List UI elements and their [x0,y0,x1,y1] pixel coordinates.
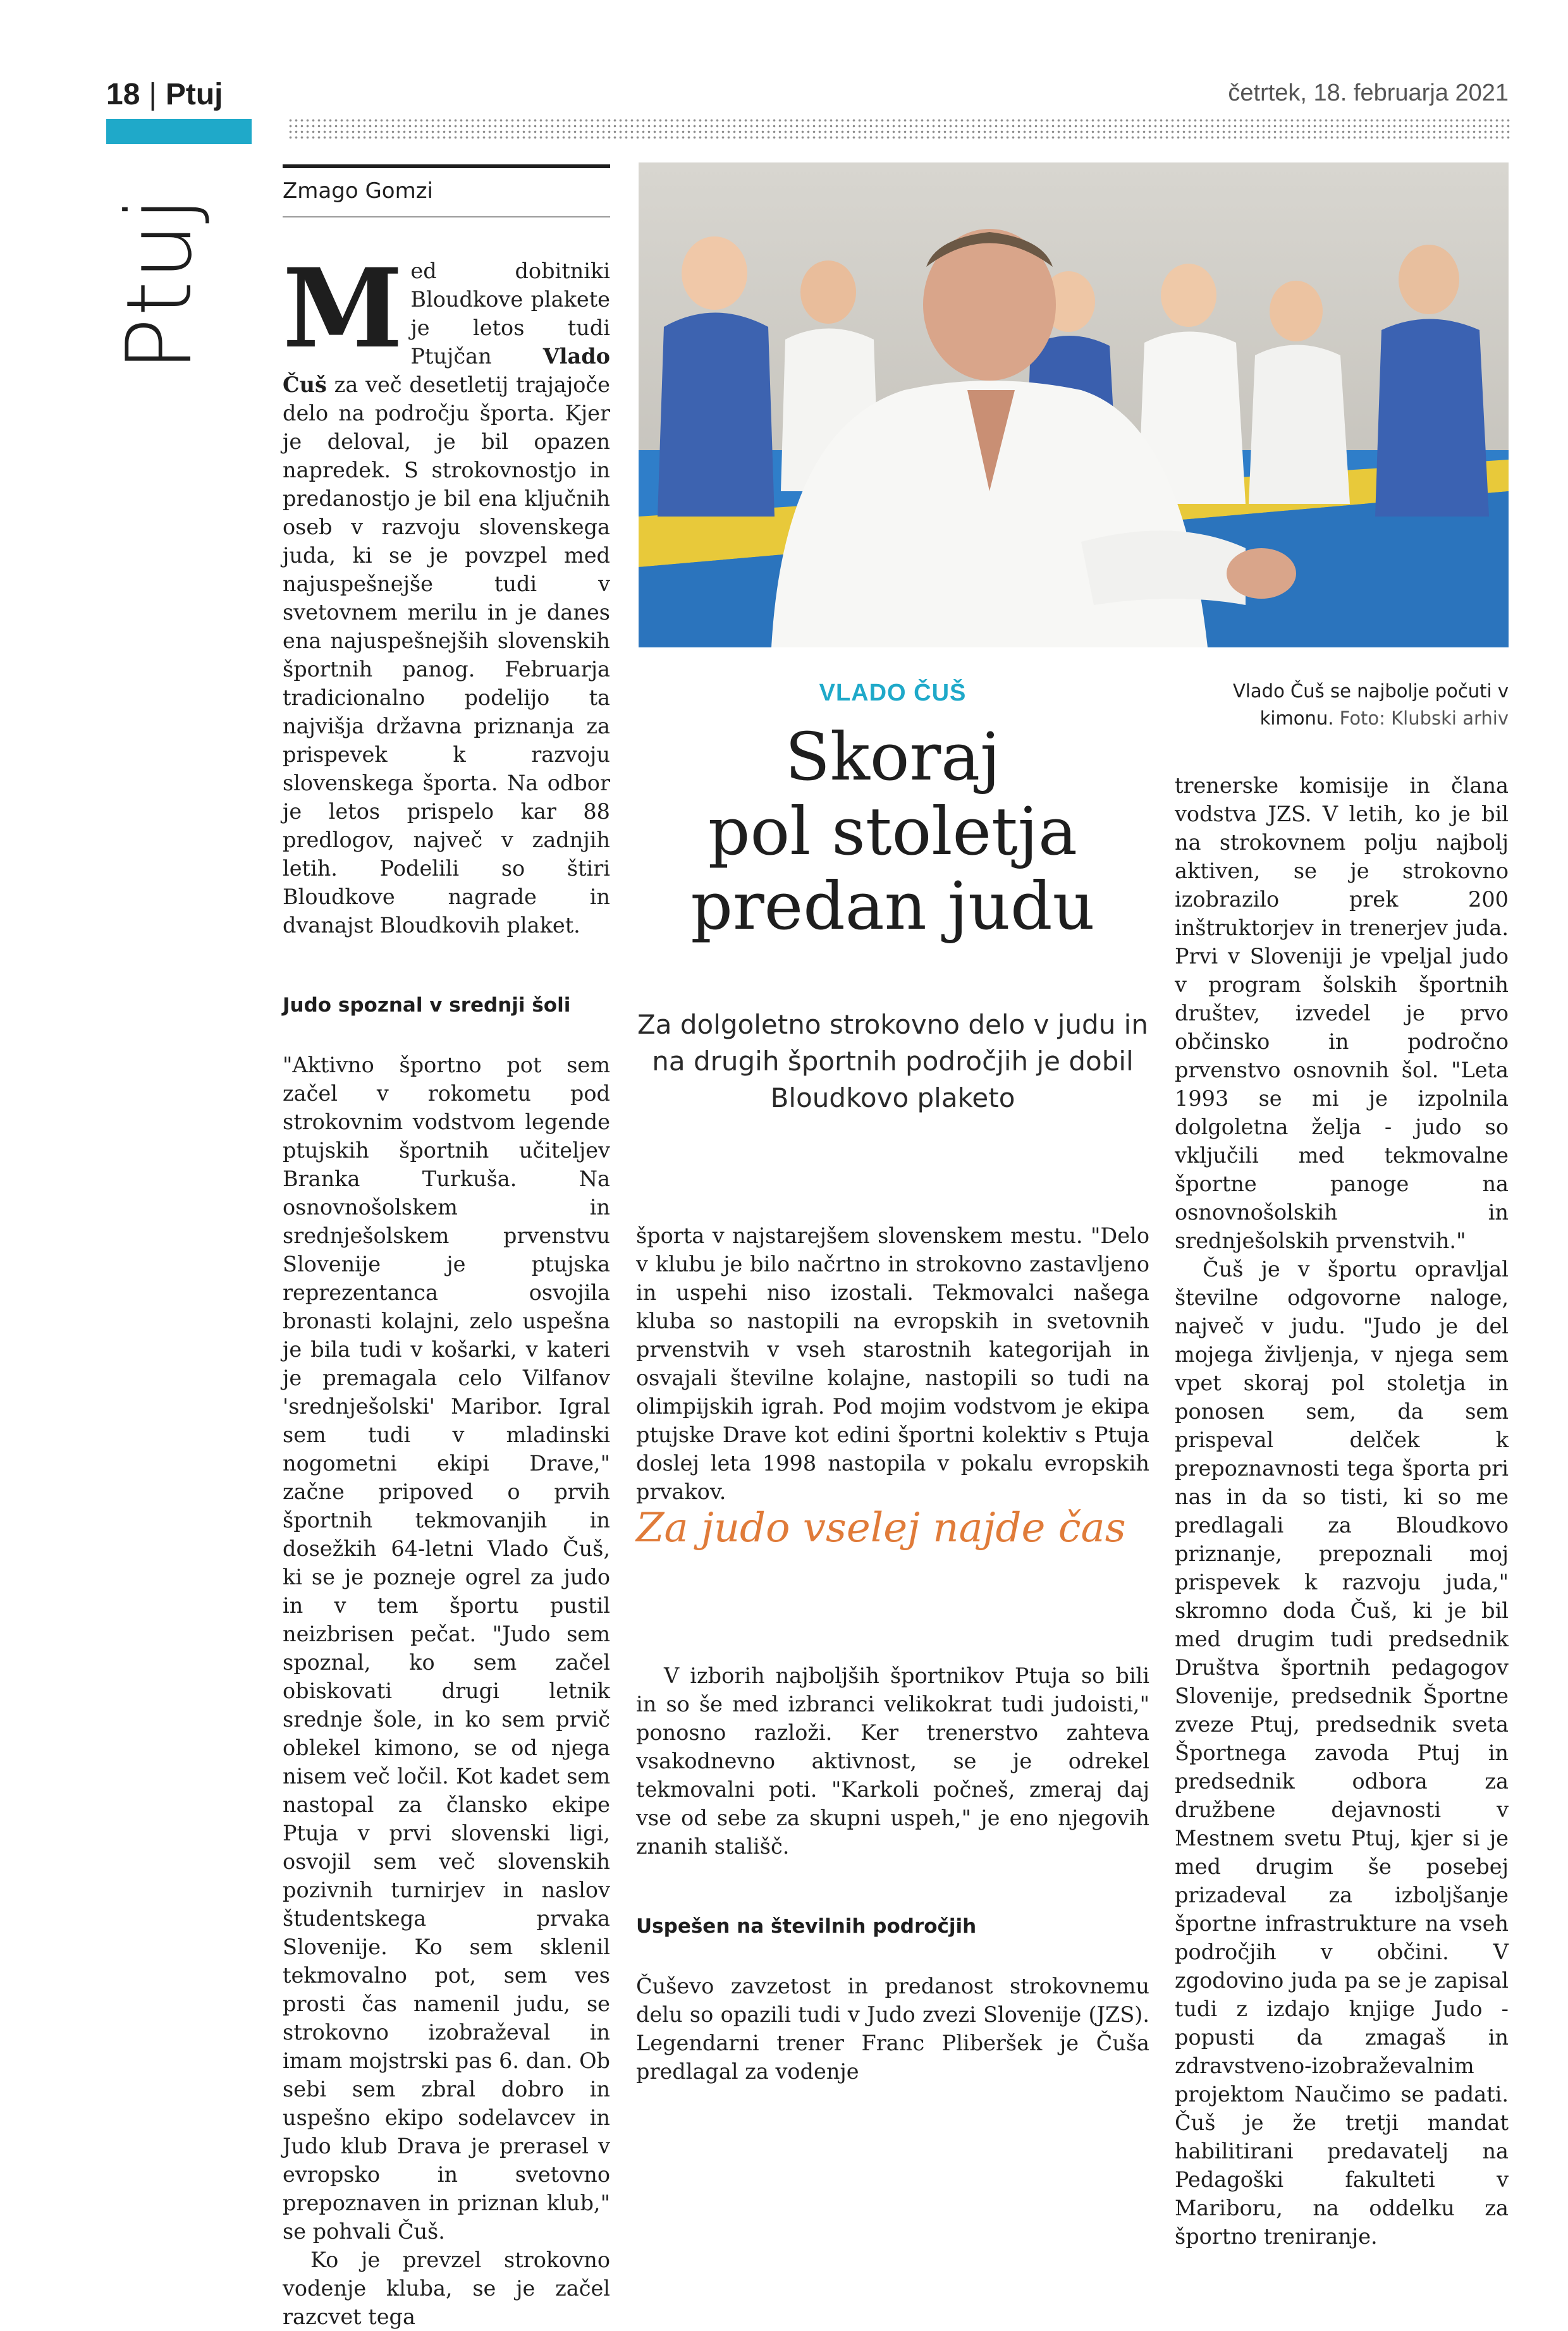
photo-credit: Foto: Klubski arhiv [1339,707,1509,729]
page-number: 18 [106,78,140,111]
body-paragraph: Ko je prevzel strokovno vodenje kluba, se je začel razcvet tega [283,2248,610,2329]
intro-paragraph [283,244,610,939]
author-underline [283,216,610,217]
page-header [106,77,223,112]
intro-name: Vlado Čuš [283,344,610,397]
body-paragraph: V izborih najboljših športnikov Ptuja so bili in so še med izbranci velikokrat tudi judoisti," ponosno razloži. Ker trenerstvo zahteva vsakodnevno aktivnost, se je odrekel tekmovalni poti. "Karkoli počneš, zmeraj daj vse od sebe za skupni uspeh," je eno njegovih znanih stališč. [636,1663,1149,1859]
section-name: Ptuj [165,78,223,111]
body-paragraph: športa v najstarejšem slovenskem mestu. "Delo v klubu je bilo načrtno in strokovno zastavljeno in uspehi niso izostali. Tekmovalci našega kluba so nastopili na evropskih in svetovnih prvenstvih v vseh starostnih kategorijah in osvajali številne kolajne, nastopili so tudi na olimpijskih igrah. Pod mojim vodstvom je ekipa ptujske Drave kot edini športni kolektiv s Ptuja doslej leta 1998 nastopila v pokalu evropskih prvakov. [636,1223,1149,1504]
caption-text: Vlado Čuš se najbolje počuti v kimonu. [1233,680,1509,729]
drop-cap: M [283,244,403,372]
subhead-judo: Judo spoznal v srednji šoli [283,994,571,1017]
section-color-bar [106,119,252,144]
article-lead: Za dolgoletno strokovno delo v judu in na drugih športnih področjih je dobil Bloudkovo plaketo [637,1009,1148,1113]
body-paragraph: Čuševo zavzetost in predanost strokovnemu delu so opazili tudi v Judo zvezi Slovenije (JZS). Legendarni trener Franc Pliberšek je Čuša predlagal za vodenje [636,1974,1149,2084]
headline-line-2: pol stoletja [707,793,1078,870]
vertical-section-logo: Ptuj [107,195,212,372]
headline-line-1: Skoraj [785,718,1001,795]
header-separator: | [149,78,157,111]
author-name: Zmago Gomzi [283,178,433,204]
body-paragraph: Čuš je v športu opravljal številne odgovorne naloge, največ v judu. "Judo je del mojega življenja, v njega sem vpet skoraj pol stoletja in ponosen sem, da sem prispeval delček k prepoznavnosti tega športa pri nas in da so tisti, ki so me predlagali za Bloudkovo priznanje, prepoznali moj prispevek k razvoju juda," skromno doda Čuš, ki je bil med drugim tudi predsednik Društva športnih pedagogov Slovenije, predsednik Športne zveze Ptuj, predsednik sveta Športnega zavoda Ptuj in predsednik odbora za družbene dejavnosti v Mestnem svetu Ptuj, kjer si je med drugim še posebej prizadeval za izboljšanje športne infrastrukture na vseh področjih v občini. V zgodovino juda pa se je zapisal tudi z izdajo knjige Judo - popusti da zmagaš in zdravstveno-izobraževalnim projektom Naučimo se padati. Čuš je že tretji mandat habilitirani predavatelj na Pedagoški fakulteti v Mariboru, na oddelku za športno treniranje. [1175,1257,1509,2249]
dotted-rule [288,118,1511,140]
issue-date: četrtek, 18. februarja 2021 [1228,80,1509,106]
author-rule [283,164,610,168]
article-column-1 [283,244,610,2331]
article-headline [636,719,1149,943]
photo-caption [1175,678,1509,732]
subhead-uspesen: Uspešen na številnih področjih [636,1915,977,1938]
article-column-4 [1175,771,1509,2251]
article-column-3 [636,1221,1149,2086]
intro-text-after: za več desetletij trajajoče delo na področju športa. Kjer je deloval, je bil opazen napredek. S strokovnostjo in predanostjo je bil ena ključnih oseb v razvoju slovenskega juda, ki se je povzpel med najuspešnejše tudi v svetovnem merilu in je danes ena najuspešnejših slovenskih športnih panog. Februarja tradicionalno podelijo ta najvišja državna priznanja za prispevek k razvoju slovenskega športa. Na odbor je letos prispelo kar 88 predlogov, največ v zadnjih letih. Podelili so štiri Bloudkove nagrade in dvanajst Bloudkovih plaket. [283,372,610,938]
headline-line-3: predan judu [690,867,1095,945]
article-kicker: VLADO ČUŠ [819,680,967,706]
intro-text-before: ed dobitniki Bloudkove plakete je letos tudi Ptujčan [410,259,610,369]
pull-quote: Za judo vselej najde čas [636,1505,1126,1551]
body-paragraph: trenerske komisije in člana vodstva JZS. V letih, ko je bil na strokovnem polju najbolj aktiven, se je strokovno izobrazilo prek 200 inštruktorjev in trenerjev juda. Prvi v Sloveniji je vpeljal judo v program šolskih športnih društev, izvedel je prvo občinsko in področno prvenstvo osnovnih šol. "Leta 1993 se mi je izpolnila dolgoletna želja - judo so vključili med tekmovalne športne panoge na osnovnošolskih in srednješolskih prvenstvih." [1175,773,1509,1253]
body-paragraph: "Aktivno športno pot sem začel v rokometu pod strokovnim vodstvom legende ptujskih športnih učiteljev Branka Turkuša. Na osnovnošolskem in srednješolskem prvenstvu Slovenije je ptujska reprezentanca osvojila bronasti kolajni, zelo uspešna je bila tudi v košarki, v kateri je premagala celo Vilfanov 'srednješolski' Maribor. Igral sem tudi v mladinski nogometni ekipi Drave," začne pripoved o prvih športnih tekmovanjih in dosežkih 64-letni Vlado Čuš, ki se je pozneje ogrel za judo in v tem športu pustil neizbrisen pečat. "Judo sem spoznal, ko sem začel obiskovati drugi letnik srednje šole, in ko sem prvič oblekel kimono, se od njega nisem več ločil. Kot kadet sem nastopal za člansko ekipe Ptuja v prvi slovenski ligi, osvojil sem več slovenskih pozivnih turnirjev in naslov študentskega prvaka Slovenije. Ko sem sklenil tekmovalno pot, sem ves prosti čas namenil judu, se strokovno izobraževal in imam mojstrski pas 6. dan. Ob sebi sem zbral dobro in uspešno ekipo sodelavcev in Judo klub Drava je prerasel v evropsko in svetovno prepoznaven in priznan klub," se pohvali Čuš. [283,1053,610,2244]
article-photo [639,162,1509,647]
judo-photo-illustration [639,162,1509,647]
